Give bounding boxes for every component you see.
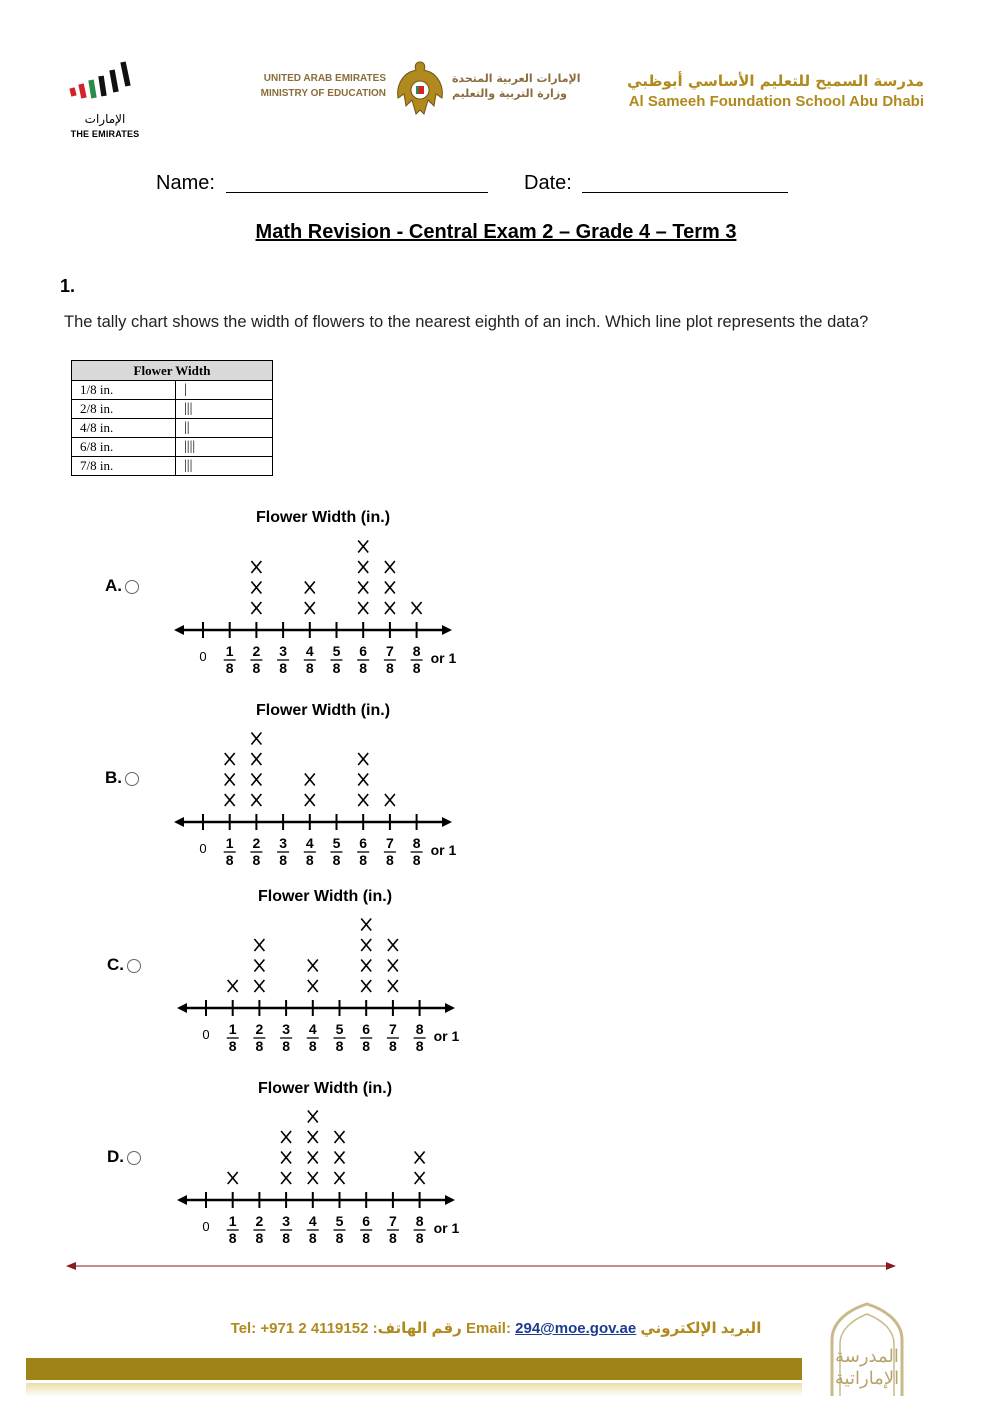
x-mark — [305, 602, 315, 614]
axis-arrow-right — [442, 817, 452, 827]
x-mark — [358, 774, 368, 786]
falcon-emblem-icon — [394, 58, 446, 122]
x-mark — [415, 1152, 425, 1164]
x-mark — [308, 980, 318, 992]
tick-label-denominator: 8 — [228, 1230, 237, 1246]
tick-label-denominator: 8 — [359, 660, 368, 676]
tick-label-numerator: 5 — [335, 1213, 344, 1229]
line-plot-a — [170, 534, 470, 684]
tick-label-denominator: 8 — [252, 852, 261, 868]
tick-label-numerator: 8 — [412, 835, 421, 851]
tick-label-numerator: 4 — [305, 835, 314, 851]
tick-label-or-one: or 1 — [433, 1220, 460, 1236]
x-mark — [388, 960, 398, 972]
x-mark — [361, 939, 371, 951]
axis-arrow-left — [177, 1003, 187, 1013]
tick-label-numerator: 1 — [228, 1213, 237, 1229]
tick-label-zero: 0 — [199, 649, 207, 664]
x-mark — [388, 939, 398, 951]
x-mark — [388, 980, 398, 992]
x-mark — [251, 794, 261, 806]
tick-label-numerator: 4 — [308, 1021, 317, 1037]
tick-label-denominator: 8 — [252, 660, 261, 676]
tick-label-zero: 0 — [202, 1219, 210, 1234]
x-mark — [254, 939, 264, 951]
option-d[interactable]: D. — [107, 1147, 141, 1167]
name-label: Name: — [156, 172, 215, 194]
tick-label-denominator: 8 — [308, 1038, 317, 1054]
x-mark — [305, 774, 315, 786]
tick-label-numerator: 2 — [255, 1021, 264, 1037]
ministry-arabic-name: الإمارات العربية المتحدة وزارة التربية والتعليم — [452, 72, 581, 100]
x-mark — [281, 1152, 291, 1164]
tick-label-denominator: 8 — [412, 852, 421, 868]
tick-label-denominator: 8 — [362, 1038, 371, 1054]
x-mark — [308, 1172, 318, 1184]
line-plot-d — [173, 1104, 473, 1254]
line-plot-c — [173, 912, 473, 1062]
axis-arrow-right — [445, 1195, 455, 1205]
tick-label-numerator: 6 — [359, 643, 368, 659]
x-mark — [385, 582, 395, 594]
table-row: 4/8 in. || — [72, 419, 273, 438]
line-plot-b — [170, 726, 470, 876]
x-mark — [254, 960, 264, 972]
x-mark — [251, 733, 261, 745]
x-mark — [251, 561, 261, 573]
option-b[interactable]: B. — [105, 768, 139, 788]
x-mark — [412, 602, 422, 614]
plot-a-title: Flower Width (in.) — [255, 509, 391, 526]
tick-label-denominator: 8 — [282, 1038, 290, 1054]
tick-label-denominator: 8 — [389, 1230, 397, 1246]
x-mark — [385, 561, 395, 573]
x-mark — [361, 919, 371, 931]
school-english-name: Al Sameeh Foundation School Abu Dhabi — [628, 93, 924, 110]
email-link[interactable]: 294@moe.gov.ae — [515, 1320, 637, 1337]
tick-label-denominator: 8 — [282, 1230, 290, 1246]
tick-label-or-one: or 1 — [430, 650, 457, 666]
emirates-logo-icon — [66, 52, 138, 112]
tick-label-denominator: 8 — [415, 1230, 424, 1246]
plot-c-title: Flower Width (in.) — [257, 888, 393, 905]
x-mark — [335, 1131, 345, 1143]
logo-text-line2: الإماراتية — [834, 1368, 900, 1388]
tick-label-numerator: 5 — [332, 835, 341, 851]
x-mark — [308, 1111, 318, 1123]
option-d-radio[interactable] — [127, 1151, 141, 1165]
name-field[interactable] — [226, 192, 488, 193]
x-mark — [228, 1172, 238, 1184]
tick-label-numerator: 2 — [252, 835, 261, 851]
page-title: Math Revision - Central Exam 2 – Grade 4 – Term 3 — [255, 221, 737, 243]
tally-chart — [71, 360, 273, 476]
tick-label-denominator: 8 — [279, 660, 287, 676]
option-a-radio[interactable] — [125, 580, 139, 594]
date-field[interactable] — [582, 192, 788, 193]
tick-label-denominator: 8 — [386, 660, 394, 676]
tick-label-denominator: 8 — [228, 1038, 237, 1054]
tally-header: Flower Width — [72, 361, 273, 381]
tick-label-numerator: 1 — [228, 1021, 237, 1037]
axis-arrow-right — [445, 1003, 455, 1013]
ministry-english-name: UNITED ARAB EMIRATES MINISTRY OF EDUCATION — [260, 73, 386, 99]
tick-label-denominator: 8 — [279, 852, 287, 868]
question-number: 1. — [60, 276, 76, 296]
x-mark — [335, 1152, 345, 1164]
tick-label-denominator: 8 — [415, 1038, 424, 1054]
tick-label-numerator: 7 — [386, 643, 394, 659]
x-mark — [358, 561, 368, 573]
footer-bar-gradient — [26, 1383, 802, 1397]
x-mark — [251, 582, 261, 594]
tick-label-denominator: 8 — [255, 1230, 264, 1246]
tick-label-numerator: 6 — [362, 1213, 371, 1229]
tick-label-denominator: 8 — [335, 1038, 344, 1054]
x-mark — [358, 602, 368, 614]
x-mark — [305, 794, 315, 806]
footer-bar — [26, 1358, 802, 1380]
emirates-arabic-wordmark: الإمارات — [84, 112, 126, 126]
tick-label-denominator: 8 — [225, 852, 234, 868]
logo-text-line1: المدرسة — [835, 1346, 899, 1366]
x-mark — [358, 582, 368, 594]
tick-label-denominator: 8 — [225, 660, 234, 676]
x-mark — [251, 602, 261, 614]
tick-label-denominator: 8 — [386, 852, 394, 868]
tick-label-denominator: 8 — [389, 1038, 397, 1054]
tick-label-denominator: 8 — [308, 1230, 317, 1246]
plot-d-title: Flower Width (in.) — [257, 1080, 393, 1097]
tick-label-numerator: 8 — [412, 643, 421, 659]
x-mark — [308, 1152, 318, 1164]
tick-label-numerator: 4 — [308, 1213, 317, 1229]
date-label: Date: — [524, 172, 572, 194]
axis-arrow-left — [174, 817, 184, 827]
x-mark — [415, 1172, 425, 1184]
x-mark — [358, 541, 368, 553]
tick-label-denominator: 8 — [362, 1230, 371, 1246]
tick-label-numerator: 6 — [362, 1021, 371, 1037]
tick-label-denominator: 8 — [332, 660, 341, 676]
x-mark — [385, 602, 395, 614]
tick-label-numerator: 1 — [225, 835, 234, 851]
axis-arrow-left — [177, 1195, 187, 1205]
x-mark — [335, 1172, 345, 1184]
tick-label-numerator: 8 — [415, 1021, 424, 1037]
tick-label-or-one: or 1 — [430, 842, 457, 858]
x-mark — [228, 980, 238, 992]
emirates-english-wordmark: THE EMIRATES — [70, 129, 140, 139]
option-c-radio[interactable] — [127, 959, 141, 973]
tick-label-denominator: 8 — [255, 1038, 264, 1054]
x-mark — [225, 753, 235, 765]
x-mark — [361, 960, 371, 972]
tick-label-numerator: 2 — [255, 1213, 264, 1229]
tick-label-numerator: 3 — [282, 1021, 290, 1037]
tick-label-numerator: 7 — [386, 835, 394, 851]
tick-label-numerator: 3 — [279, 835, 287, 851]
option-a[interactable]: A. — [105, 576, 139, 596]
x-mark — [385, 794, 395, 806]
table-row: 7/8 in. ||| — [72, 457, 273, 476]
table-row: 6/8 in. |||| — [72, 438, 273, 457]
x-mark — [305, 582, 315, 594]
contact-line: Tel: +971 2 4119152 رقم الهاتف: Email: 294@moe.gov.ae البريد الإلكتروني — [230, 1320, 762, 1337]
question-text: The tally chart shows the width of flowers to the nearest eighth of an inch. Which line plot represents the data? — [64, 313, 869, 331]
axis-arrow-left — [174, 625, 184, 635]
x-mark — [281, 1131, 291, 1143]
tick-label-numerator: 3 — [282, 1213, 290, 1229]
x-mark — [361, 980, 371, 992]
x-mark — [358, 794, 368, 806]
tick-label-numerator: 1 — [225, 643, 234, 659]
tick-label-numerator: 5 — [332, 643, 341, 659]
x-mark — [308, 960, 318, 972]
x-mark — [225, 794, 235, 806]
x-mark — [281, 1172, 291, 1184]
tick-label-numerator: 7 — [389, 1021, 397, 1037]
x-mark — [254, 980, 264, 992]
x-mark — [225, 774, 235, 786]
tick-label-denominator: 8 — [305, 660, 314, 676]
tick-label-numerator: 7 — [389, 1213, 397, 1229]
axis-arrow-right — [442, 625, 452, 635]
option-b-radio[interactable] — [125, 772, 139, 786]
x-mark — [308, 1131, 318, 1143]
emirati-school-logo-icon — [812, 1300, 922, 1400]
x-mark — [251, 774, 261, 786]
table-row: 1/8 in. | — [72, 381, 273, 400]
tick-label-numerator: 8 — [415, 1213, 424, 1229]
x-mark — [251, 753, 261, 765]
table-row: 2/8 in. ||| — [72, 400, 273, 419]
tick-label-denominator: 8 — [305, 852, 314, 868]
plot-b-title: Flower Width (in.) — [255, 702, 391, 719]
tick-label-denominator: 8 — [335, 1230, 344, 1246]
tick-label-numerator: 2 — [252, 643, 261, 659]
option-c[interactable]: C. — [107, 955, 141, 975]
tick-label-zero: 0 — [199, 841, 207, 856]
tick-label-numerator: 5 — [335, 1021, 344, 1037]
tick-label-numerator: 4 — [305, 643, 314, 659]
x-mark — [358, 753, 368, 765]
tick-label-denominator: 8 — [332, 852, 341, 868]
tick-label-or-one: or 1 — [433, 1028, 460, 1044]
school-arabic-name: مدرسة السميح للتعليم الأساسي أبوظبي — [627, 72, 924, 90]
tick-label-denominator: 8 — [412, 660, 421, 676]
tick-label-denominator: 8 — [359, 852, 368, 868]
tick-label-zero: 0 — [202, 1027, 210, 1042]
tick-label-numerator: 6 — [359, 835, 368, 851]
tick-label-numerator: 3 — [279, 643, 287, 659]
divider-arrow — [66, 1258, 896, 1274]
